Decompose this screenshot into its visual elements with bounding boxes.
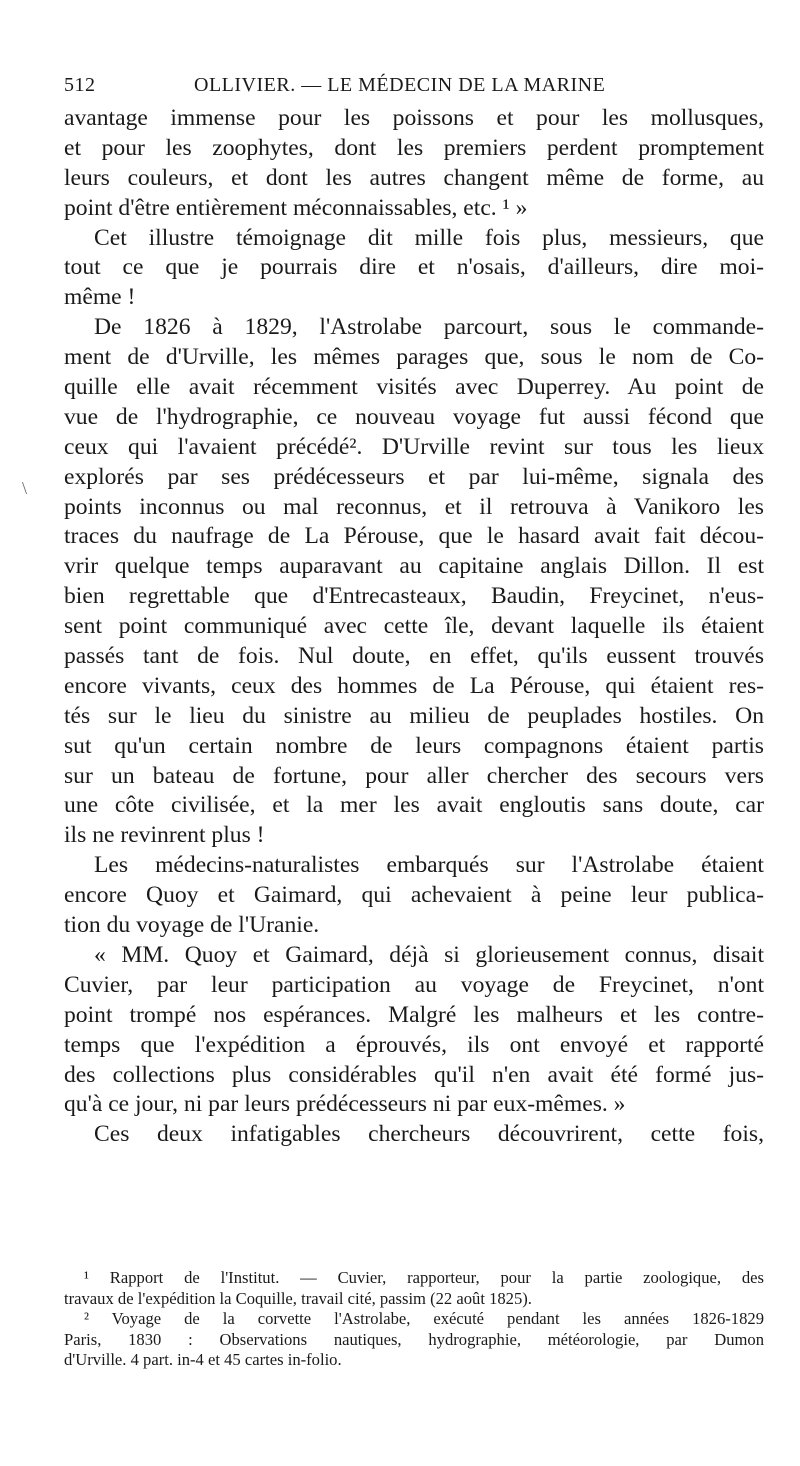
footnotes: [64, 1268, 764, 1371]
text-line: des collections plus considérables qu'il n'en avait été formé jus-: [64, 1061, 764, 1088]
text-line: traces du naufrage de La Pérouse, que le hasard avait fait décou-: [64, 523, 764, 550]
text-line: passés tant de fois. Nul doute, en effet, qu'ils eussent trouvés: [64, 643, 764, 670]
text-line: sur un bateau de fortune, pour aller chercher des secours vers: [64, 762, 764, 789]
footnote-line: ¹ Rapport de l'Institut. — Cuvier, rapporteur, pour la partie zoologique, des: [84, 1268, 764, 1287]
text-line: ils ne revinrent plus !: [64, 822, 265, 849]
text-line: encore vivants, ceux des hommes de La Pérouse, qui étaient res-: [64, 672, 764, 699]
text-line: leurs couleurs, et dont les autres changent même de forme, au: [64, 164, 764, 191]
running-header: [64, 74, 764, 104]
text-line: tés sur le lieu du sinistre au milieu de peuplades hostiles. On: [64, 702, 764, 729]
footnote-line: Paris, 1830 : Observations nautiques, hydrographie, météorologie, par Dumon: [64, 1329, 764, 1349]
footnote-line: d'Urville. 4 part. in-4 et 45 cartes in-folio.: [64, 1350, 342, 1369]
running-title: OLLIVIER. — LE MÉDECIN DE LA MARINE: [194, 74, 606, 96]
text-line: sut qu'un certain nombre de leurs compagnons étaient partis: [64, 732, 764, 759]
text-line: vue de l'hydrographie, ce nouveau voyage fut aussi fécond que: [64, 403, 764, 430]
text-line: points inconnus ou mal reconnus, et il retrouva à Vanikoro les: [64, 493, 764, 520]
text-line: même !: [64, 284, 136, 311]
text-line: vrir quelque temps auparavant au capitaine anglais Dillon. Il est: [64, 553, 764, 580]
text-line: quille elle avait récemment visités avec Duperrey. Au point de: [64, 374, 764, 401]
text-line: point d'être entièrement méconnaissables, etc. ¹ »: [64, 194, 528, 221]
body-text: [64, 104, 764, 1150]
text-line: tout ce que je pourrais dire et n'osais, d'ailleurs, dire moi-: [64, 254, 764, 281]
text-line: point trompé nos espérances. Malgré les malheurs et les contre-: [64, 1001, 764, 1028]
margin-mark: \: [22, 478, 28, 498]
text-line: Cuvier, par leur participation au voyage de Freycinet, n'ont: [64, 971, 764, 998]
text-line: ment de d'Urville, les mêmes parages que, sous le nom de Co-: [64, 344, 764, 371]
text-line: ceux qui l'avaient précédé². D'Urville revint sur tous les lieux: [64, 433, 764, 460]
text-line: et pour les zoophytes, dont les premiers perdent promptement: [64, 134, 764, 161]
text-line: une côte civilisée, et la mer les avait engloutis sans doute, car: [64, 792, 764, 819]
text-line: Ces deux infatigables chercheurs découvrirent, cette fois,: [94, 1121, 764, 1148]
text-line: qu'à ce jour, ni par leurs prédécesseurs ni par eux-mêmes. »: [64, 1091, 626, 1118]
text-line: sent point communiqué avec cette île, devant laquelle ils étaient: [64, 613, 764, 640]
footnote-line: ² Voyage de la corvette l'Astrolabe, exécuté pendant les années 1826-1829: [84, 1309, 764, 1328]
text-line: Cet illustre témoignage dit mille fois plus, messieurs, que: [94, 224, 764, 251]
text-line: encore Quoy et Gaimard, qui achevaient à peine leur publica-: [64, 882, 764, 909]
text-line: tion du voyage de l'Uranie.: [64, 912, 320, 939]
text-line: bien regrettable que d'Entrecasteaux, Baudin, Freycinet, n'eus-: [64, 583, 764, 610]
text-line: Les médecins-naturalistes embarqués sur l'Astrolabe étaient: [94, 852, 764, 879]
text-line: explorés par ses prédécesseurs et par lui-même, signala des: [64, 463, 764, 490]
text-line: De 1826 à 1829, l'Astrolabe parcourt, sous le commande-: [94, 314, 764, 341]
text-line: avantage immense pour les poissons et pour les mollusques,: [64, 105, 764, 131]
text-line: « MM. Quoy et Gaimard, déjà si glorieusement connus, disait: [94, 941, 764, 968]
footnote-line: travaux de l'expédition la Coquille, travail cité, passim (22 août 1825).: [64, 1288, 532, 1308]
page-number: 512: [64, 74, 96, 96]
text-line: temps que l'expédition a éprouvés, ils ont envoyé et rapporté: [64, 1031, 764, 1058]
